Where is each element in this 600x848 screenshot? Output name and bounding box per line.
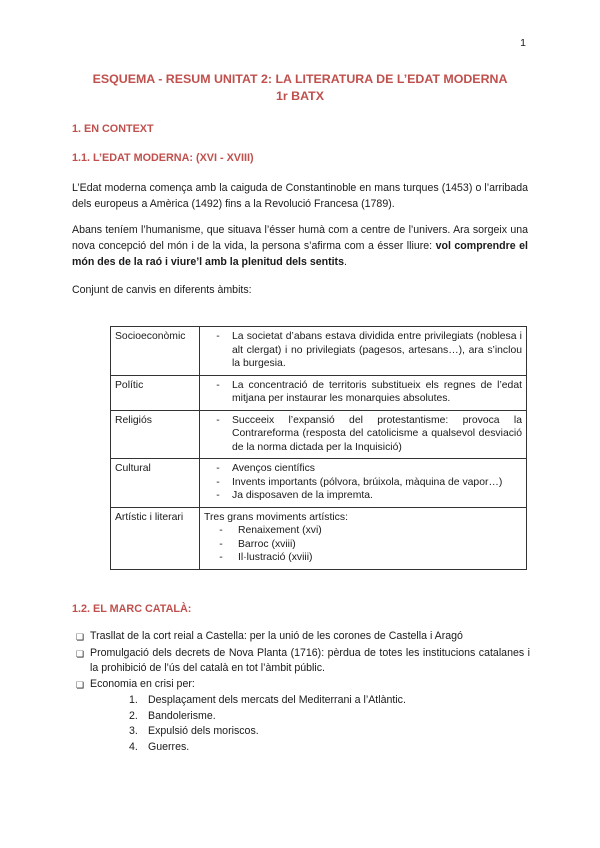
hollow-square-bullet-icon: ❏ bbox=[76, 648, 85, 659]
list-item-text: Il·lustració (xviii) bbox=[238, 552, 313, 563]
row-content bbox=[200, 410, 527, 459]
dash-marker: - bbox=[216, 331, 220, 342]
row-content bbox=[200, 327, 527, 376]
row-content bbox=[200, 375, 527, 410]
dash-marker: - bbox=[216, 490, 220, 501]
table-row bbox=[111, 327, 527, 376]
numbered-item bbox=[129, 709, 530, 725]
row-intro-text: Tres grans moviments artístics: bbox=[204, 511, 348, 523]
list-item-text: Trasllat de la cort reial a Castella: per la unió de les corones de Castella i Aragó bbox=[90, 630, 463, 642]
list-item-text: Barroc (xviii) bbox=[238, 538, 296, 550]
row-label: Cultural bbox=[111, 459, 200, 508]
hollow-square-bullet-icon: ❏ bbox=[76, 679, 85, 690]
title-line-1: ESQUEMA - RESUM UNITAT 2: LA LITERATURA DE L’EDAT MODERNA bbox=[92, 72, 508, 86]
list-item bbox=[204, 524, 522, 538]
list-item bbox=[204, 489, 522, 503]
page-number: 1 bbox=[520, 37, 526, 49]
item-text: Desplaçament dels mercats del Mediterrani a l’Atlàntic. bbox=[148, 694, 406, 706]
item-number: 2. bbox=[129, 709, 138, 722]
list-item bbox=[76, 646, 530, 677]
paragraph-humanisme-bold: vol comprendre el món des de la raó i viure’l amb la plenitud dels sentits bbox=[72, 240, 528, 268]
row-label: Socioeconòmic bbox=[111, 327, 200, 376]
item-text: Expulsió dels moriscos. bbox=[148, 725, 259, 737]
list-item-text: Ja disposaven de la impremta. bbox=[232, 490, 373, 501]
table-row bbox=[111, 459, 527, 508]
row-content bbox=[200, 459, 527, 508]
context-table bbox=[110, 326, 527, 570]
list-item bbox=[204, 379, 522, 406]
economia-crisi-list bbox=[129, 693, 530, 755]
list-item-text: La concentració de territoris substitueix els regnes de l’edat mitjana per instaurar les monarquies absolutes. bbox=[232, 379, 522, 404]
list-item-text: Avenços científics bbox=[232, 463, 315, 474]
dash-marker: - bbox=[216, 476, 220, 488]
document-title bbox=[60, 71, 540, 105]
dash-marker: - bbox=[216, 463, 220, 474]
hollow-square-bullet-icon: ❏ bbox=[76, 632, 85, 642]
list-item bbox=[204, 476, 522, 490]
item-number: 3. bbox=[129, 725, 138, 737]
list-item-text: Promulgació dels decrets de Nova Planta (1716): pèrdua de totes les institucions catalanes i la prohibició de l’ús del català en tot l’àmbit públic. bbox=[90, 646, 530, 674]
dash-marker: - bbox=[216, 414, 220, 426]
dash-marker: - bbox=[216, 379, 220, 391]
paragraph-humanisme bbox=[72, 222, 528, 270]
list-item bbox=[204, 538, 522, 552]
numbered-item bbox=[129, 724, 530, 740]
list-item bbox=[204, 330, 522, 371]
paragraph-humanisme-text: Abans teníem l’humanisme, que situava l’ésser humà com a centre de l’univers. Ara sorgeix una nova concepció del món i de la vida, la persona s’afirma com a ésser lliure: bbox=[72, 224, 528, 252]
dash-marker: - bbox=[219, 538, 223, 550]
table-row bbox=[111, 410, 527, 459]
row-content bbox=[200, 507, 527, 569]
list-item bbox=[204, 551, 522, 565]
paragraph-edat-moderna: L’Edat moderna comença amb la caiguda de Constantinoble en mans turques (1453) o l’arribada dels europeus a Amèrica (1492) fins a la Revolució Francesa (1789). bbox=[72, 182, 528, 210]
dash-marker: - bbox=[219, 525, 223, 536]
paragraph-humanisme-end: . bbox=[343, 256, 347, 268]
table-row bbox=[111, 375, 527, 410]
list-item-text: Renaixement (xvi) bbox=[238, 525, 322, 536]
movements-list bbox=[204, 524, 522, 565]
list-item-text: La societat d’abans estava dividida entre privilegiats (noblesa i alt clergat) i no privilegiats (pagesos, artesans…), ara s’inclou la burgesia. bbox=[232, 331, 522, 369]
table-row bbox=[111, 507, 527, 569]
section-1-2-heading: 1.2. EL MARC CATALÀ: bbox=[72, 603, 192, 615]
section-1-heading: 1. EN CONTEXT bbox=[72, 123, 154, 135]
item-number: 4. bbox=[129, 740, 138, 753]
item-text: Guerres. bbox=[148, 740, 190, 753]
list-item bbox=[204, 462, 522, 476]
numbered-item bbox=[129, 740, 530, 756]
row-label: Artístic i literari bbox=[111, 507, 200, 569]
list-item-text: Economia en crisi per: bbox=[90, 677, 195, 690]
list-item bbox=[76, 677, 530, 694]
paragraph-canvis: Conjunt de canvis en diferents àmbits: bbox=[72, 284, 252, 296]
row-label: Religiós bbox=[111, 410, 200, 459]
section-1-1-heading: 1.1. L’EDAT MODERNA: (XVI - XVIII) bbox=[72, 152, 254, 164]
list-item-text: Succeeix l’expansió del protestantisme: provoca la Contrareforma (resposta del catolicisme a qualsevol desviació de la norma dictada per la Inquisició) bbox=[232, 414, 522, 453]
list-item bbox=[76, 629, 530, 646]
row-label: Polític bbox=[111, 375, 200, 410]
item-text: Bandolerisme. bbox=[148, 709, 216, 722]
list-item-text: Invents importants (pólvora, brúixola, màquina de vapor…) bbox=[232, 476, 503, 488]
list-item bbox=[204, 414, 522, 455]
marc-catala-list bbox=[76, 629, 530, 755]
dash-marker: - bbox=[219, 552, 223, 563]
item-number: 1. bbox=[129, 694, 138, 706]
numbered-item bbox=[129, 693, 530, 709]
title-line-2: 1r BATX bbox=[276, 89, 324, 103]
